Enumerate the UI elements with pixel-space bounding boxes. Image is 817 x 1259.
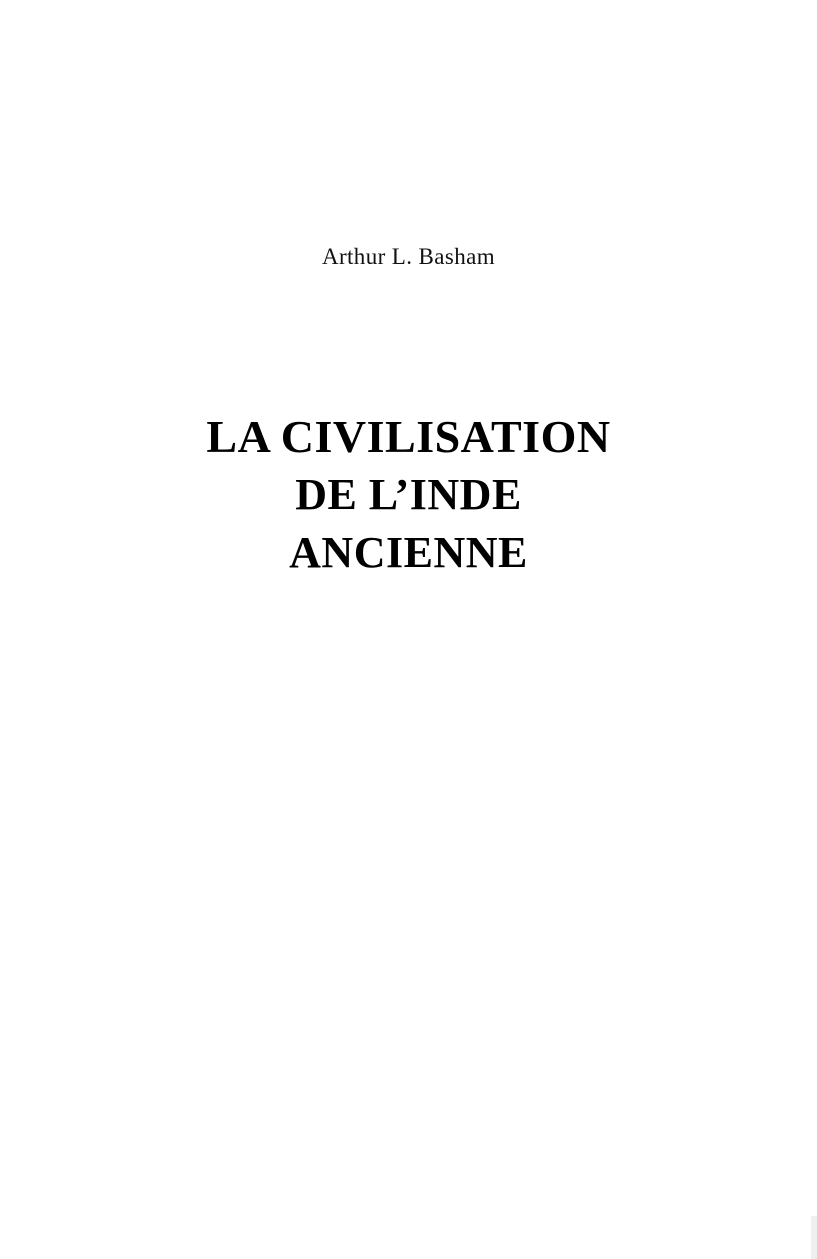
author-name: Arthur L. Basham (321, 244, 496, 269)
title-line-3: ANCIENNE (289, 528, 528, 577)
page-edge-shadow (811, 1216, 817, 1259)
title-line-2: DE L’INDE (295, 470, 522, 519)
book-title (0, 408, 817, 582)
title-line-1: LA CIVILISATION (206, 411, 611, 462)
